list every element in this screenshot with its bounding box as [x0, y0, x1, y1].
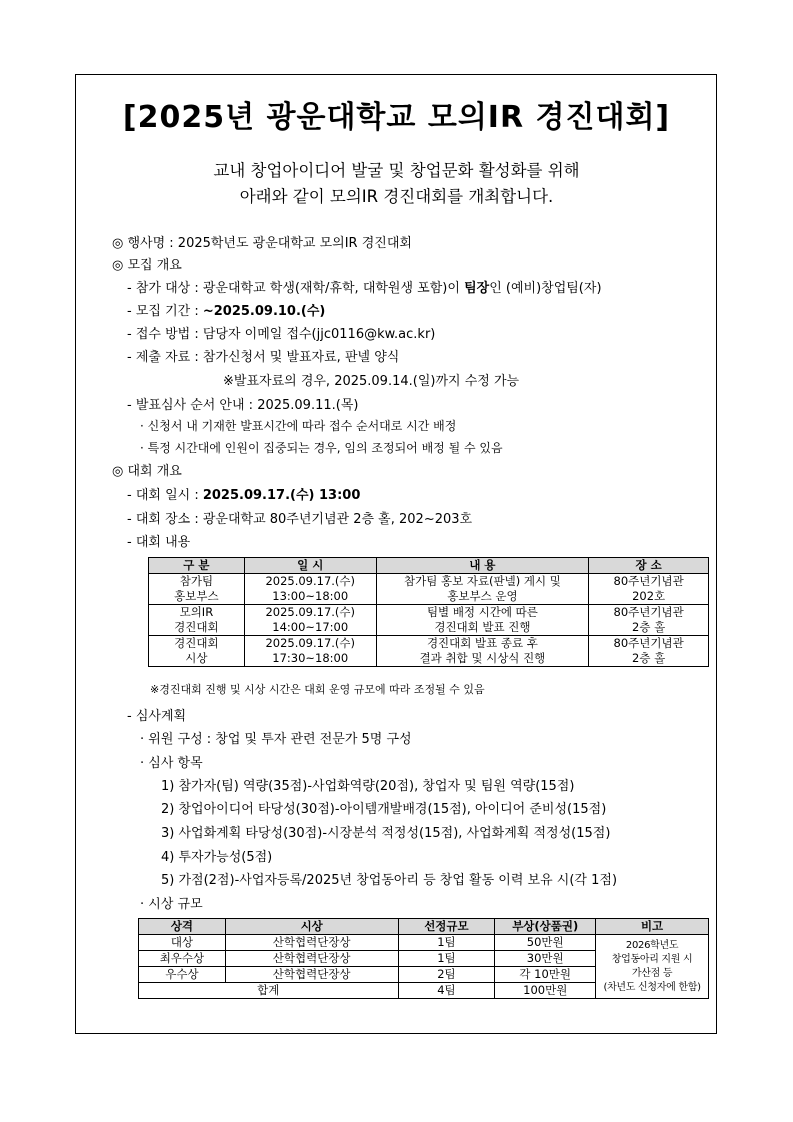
award-cell: 30만원: [495, 951, 596, 967]
recruit-period: - 모집 기간 : ~2025.09.10.(수): [127, 304, 326, 319]
award-cell: 1팀: [398, 935, 495, 951]
award-remark: 2026학년도 창업동아리 지원 시 가산점 등 (차년도 신청자에 한함): [596, 935, 709, 999]
award-cell: 산학협력단장상: [225, 935, 398, 951]
schedule-cell: 80주년기념관 2층 홀: [589, 636, 709, 667]
recruit-materials-note: ※발표자료의 경우, 2025.09.14.(일)까지 수정 가능: [223, 374, 520, 389]
contest-heading: ◎ 대회 개요: [112, 464, 182, 479]
award-header: 상격: [139, 919, 226, 935]
award-label: · 시상 규모: [140, 897, 203, 912]
schedule-cell: 팀별 배정 시간에 따른 경진대회 발표 진행: [376, 605, 589, 636]
award-total-teams: 4팀: [398, 983, 495, 999]
review-item: 2) 창업아이디어 타당성(30점)-아이템개발배경(15점), 아이디어 준비성(15점): [161, 802, 607, 817]
schedule-cell: 참가팀 홍보부스: [149, 574, 245, 605]
schedule-row: [149, 636, 709, 667]
award-cell: 산학협력단장상: [225, 967, 398, 983]
award-total-prize: 100만원: [495, 983, 596, 999]
award-total-label: 합계: [139, 983, 399, 999]
award-cell: 대상: [139, 935, 226, 951]
contest-venue: - 대회 장소 : 광운대학교 80주년기념관 2층 홀, 202~203호: [127, 512, 473, 527]
intro-line-2: 아래와 같이 모의IR 경진대회를 개최합니다.: [239, 187, 554, 206]
schedule-cell: 80주년기념관 2층 홀: [589, 605, 709, 636]
recruit-order-bullet-2: · 특정 시간대에 인원이 집중되는 경우, 임의 조정되어 배정 될 수 있음: [140, 441, 503, 455]
schedule-header-row: [149, 558, 709, 574]
award-cell: 각 10만원: [495, 967, 596, 983]
recruit-method: - 접수 방법 : 담당자 이메일 접수(jjc0116@kw.ac.kr): [127, 327, 436, 342]
schedule-row: [149, 605, 709, 636]
schedule-cell: 2025.09.17.(수) 14:00~17:00: [244, 605, 376, 636]
award-header: 선정규모: [398, 919, 495, 935]
award-cell: 2팀: [398, 967, 495, 983]
schedule-cell: 2025.09.17.(수) 17:30~18:00: [244, 636, 376, 667]
review-item: 4) 투자가능성(5점): [161, 850, 273, 865]
schedule-header: 내 용: [376, 558, 589, 574]
schedule-cell: 참가팀 홍보 자료(판넬) 게시 및 홍보부스 운영: [376, 574, 589, 605]
award-header: 시상: [225, 919, 398, 935]
schedule-header: 일 시: [244, 558, 376, 574]
schedule-header: 장 소: [589, 558, 709, 574]
schedule-row: [149, 574, 709, 605]
recruit-order-bullet-1: · 신청서 내 기재한 발표시간에 따라 접수 순서대로 시간 배정: [140, 419, 457, 433]
review-item: 5) 가점(2점)-사업자등록/2025년 창업동아리 등 창업 활동 이력 보유 시(각 1점): [161, 873, 618, 888]
contest-date: - 대회 일시 : 2025.09.17.(수) 13:00: [127, 488, 361, 503]
schedule-table: [148, 557, 709, 667]
award-cell: 산학협력단장상: [225, 951, 398, 967]
schedule-note: ※경진대회 진행 및 시상 시간은 대회 운영 규모에 따라 조정될 수 있음: [150, 683, 485, 696]
review-heading: - 심사계획: [127, 709, 187, 724]
award-header: 부상(상품권): [495, 919, 596, 935]
award-table: [138, 918, 709, 999]
recruit-order: - 발표심사 순서 안내 : 2025.09.11.(목): [127, 398, 359, 413]
schedule-header: 구 분: [149, 558, 245, 574]
document-frame: [75, 74, 717, 1034]
award-cell: 1팀: [398, 951, 495, 967]
review-items-label: · 심사 항목: [140, 756, 203, 771]
award-header-row: [139, 919, 709, 935]
event-name: ◎ 행사명 : 2025학년도 광운대학교 모의IR 경진대회: [112, 236, 412, 251]
schedule-cell: 80주년기념관 202호: [589, 574, 709, 605]
recruit-materials: - 제출 자료 : 참가신청서 및 발표자료, 판넬 양식: [127, 350, 400, 365]
review-item: 3) 사업화계획 타당성(30점)-시장분석 적정성(15점), 사업화계획 적정성(15점): [161, 826, 611, 841]
award-cell: 50만원: [495, 935, 596, 951]
award-row: [139, 935, 709, 951]
award-header: 비고: [596, 919, 709, 935]
recruit-target: - 참가 대상 : 광운대학교 학생(재학/휴학, 대학원생 포함)이 팀장인 (예비)창업팀(자): [127, 281, 602, 296]
award-cell: 우수상: [139, 967, 226, 983]
schedule-cell: 경진대회 발표 종료 후 결과 취합 및 시상식 진행: [376, 636, 589, 667]
page-title: [2025년 광운대학교 모의IR 경진대회]: [122, 100, 671, 135]
schedule-cell: 경진대회 시상: [149, 636, 245, 667]
schedule-cell: 2025.09.17.(수) 13:00~18:00: [244, 574, 376, 605]
award-cell: 최우수상: [139, 951, 226, 967]
schedule-cell: 모의IR 경진대회: [149, 605, 245, 636]
review-item: 1) 참가자(팀) 역량(35점)-사업화역량(20점), 창업자 및 팀원 역량(15점): [161, 779, 575, 794]
contest-content-label: - 대회 내용: [127, 535, 191, 550]
review-committee: · 위원 구성 : 창업 및 투자 관련 전문가 5명 구성: [140, 732, 412, 747]
recruit-heading: ◎ 모집 개요: [112, 258, 182, 273]
intro-line-1: 교내 창업아이디어 발굴 및 창업문화 활성화를 위해: [213, 161, 580, 180]
